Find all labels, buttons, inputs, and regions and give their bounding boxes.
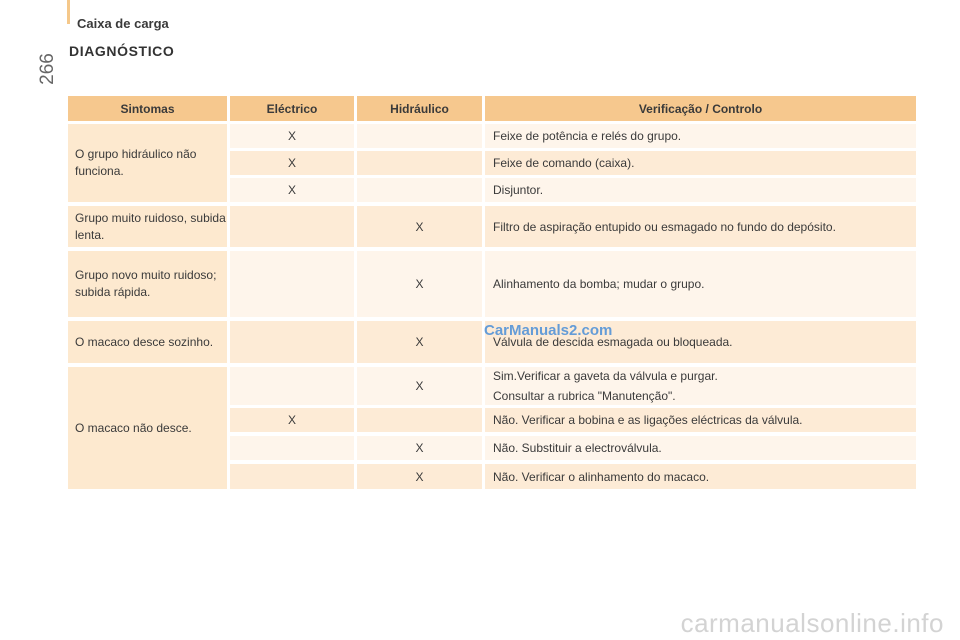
symptom-cell: O grupo hidráulico não funciona. bbox=[68, 124, 227, 202]
col-header-hydraulic: Hidráulico bbox=[357, 96, 482, 121]
section-title: Caixa de carga bbox=[77, 16, 169, 31]
check-cell: Não. Substituir a electroválvula. bbox=[485, 436, 916, 460]
electric-cell bbox=[230, 436, 354, 460]
check-cell: Filtro de aspiração entupido ou esmagado no fundo do depósito. bbox=[485, 206, 916, 247]
check-cell: Disjuntor. bbox=[485, 178, 916, 202]
electric-cell: X bbox=[230, 408, 354, 432]
electric-cell: X bbox=[230, 124, 354, 148]
watermark-link[interactable]: CarManuals2.com bbox=[484, 322, 613, 339]
check-cell: Alinhamento da bomba; mudar o grupo. bbox=[485, 251, 916, 317]
symptom-cell: Grupo muito ruidoso, subida lenta. bbox=[68, 206, 227, 247]
hydraulic-cell: X bbox=[357, 321, 482, 363]
symptom-cell: Grupo novo muito ruidoso; subida rápida. bbox=[68, 251, 227, 317]
col-header-check: Verificação / Controlo bbox=[485, 96, 916, 121]
hydraulic-cell bbox=[357, 124, 482, 148]
check-cell: Válvula de descida esmagada ou bloqueada. bbox=[485, 321, 916, 363]
hydraulic-cell bbox=[357, 151, 482, 175]
hydraulic-cell: X bbox=[357, 251, 482, 317]
check-cell: Feixe de comando (caixa). bbox=[485, 151, 916, 175]
hydraulic-cell: X bbox=[357, 436, 482, 460]
footer-watermark: carmanualsonline.info bbox=[680, 608, 944, 638]
check-cell: Feixe de potência e relés do grupo. bbox=[485, 124, 916, 148]
check-line: Consultar a rubrica "Manutenção". bbox=[493, 389, 676, 403]
electric-cell bbox=[230, 321, 354, 363]
symptom-cell: O macaco não desce. bbox=[68, 367, 227, 489]
electric-cell bbox=[230, 464, 354, 489]
page-number: 266 bbox=[37, 53, 58, 85]
check-cell bbox=[485, 367, 916, 405]
col-header-electric: Eléctrico bbox=[230, 96, 354, 121]
check-line: Sim.Verificar a gaveta da válvula e purgar. bbox=[493, 369, 718, 383]
hydraulic-cell: X bbox=[357, 464, 482, 489]
page-title: DIAGNÓSTICO bbox=[69, 43, 175, 59]
check-cell: Não. Verificar a bobina e as ligações eléctricas da válvula. bbox=[485, 408, 916, 432]
col-header-symptoms: Sintomas bbox=[68, 96, 227, 121]
check-cell: Não. Verificar o alinhamento do macaco. bbox=[485, 464, 916, 489]
symptom-cell: O macaco desce sozinho. bbox=[68, 321, 227, 363]
hydraulic-cell bbox=[357, 178, 482, 202]
hydraulic-cell: X bbox=[357, 206, 482, 247]
accent-bar bbox=[67, 0, 70, 24]
electric-cell bbox=[230, 206, 354, 247]
electric-cell: X bbox=[230, 178, 354, 202]
hydraulic-cell: X bbox=[357, 367, 482, 405]
hydraulic-cell bbox=[357, 408, 482, 432]
electric-cell bbox=[230, 367, 354, 405]
electric-cell: X bbox=[230, 151, 354, 175]
electric-cell bbox=[230, 251, 354, 317]
